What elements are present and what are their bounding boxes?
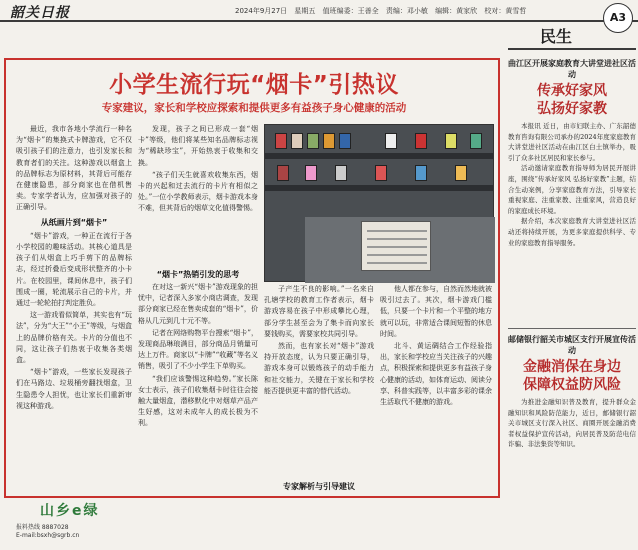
story-headline: 弘扬好家教 bbox=[537, 101, 607, 117]
photo-card bbox=[335, 165, 347, 181]
article-photo bbox=[264, 124, 494, 282]
story-headline: 传承好家风 bbox=[537, 83, 607, 99]
paragraph: 这一游戏看似简单，其实也有“玩法”，分为“大王”“小王”等级，与烟盒上的品牌价格有关。卡片的分值也不同，这让孩子们热衷于收集各类烟盒。 bbox=[16, 311, 132, 365]
issue-meta bbox=[235, 6, 531, 16]
paragraph: 最近，我市各地小学流行一种名为“烟卡”的集换式卡牌游戏，它不仅吸引孩子们的注意力，也引发家长和教育者们的关注。这种游戏以烟盒上的品牌标志为原材料，其背后可能存在健康隐患，部分商家也在借机售卖。专家学者认为，应加强对孩子的正确引导。 bbox=[16, 125, 132, 212]
paragraph: 子产生不良的影响。”一名来自孔塘学校的教育工作者表示，烟卡游戏容易在孩子中形成攀比心理，部分学生甚至会为了集卡而向家长要钱购买，需要家校共同引导。 bbox=[264, 285, 374, 338]
article-subhead: 专家建议，家长和学校应探索和提供更多有益孩子身心健康的活动 bbox=[101, 102, 407, 114]
masthead bbox=[0, 0, 638, 22]
article-column-3 bbox=[264, 284, 374, 492]
section-subtitle: “烟卡”热销引发的思考 bbox=[156, 270, 240, 279]
email-text: E-mail:bsxh@sgrb.cn bbox=[16, 532, 80, 539]
section-title: 民生 bbox=[540, 27, 573, 46]
photo-card bbox=[277, 165, 289, 181]
paragraph: 活动邀请家庭教育指导师为居民开展讲座，围绕“传承好家风 弘扬好家教”主题，结合生动案例，分享家庭教育方法，引导家长重视家庭、注重家教、注重家风，营造良好的家庭成长环境。 bbox=[508, 164, 636, 215]
hotline-box bbox=[16, 500, 132, 550]
section-subtitle: 专家解析与引导建议 bbox=[283, 482, 355, 491]
photo-card bbox=[307, 133, 319, 149]
paragraph: 他人都在参与，自然而然地就被吸引过去了。其次，烟卡游戏门槛低，只要一个卡片和一个平整的地方就可以玩，非常适合课间短暂的休息时间。 bbox=[380, 285, 492, 338]
page-number: A3 bbox=[603, 3, 633, 33]
right-story-1 bbox=[508, 58, 636, 331]
paragraph: “烟卡”游戏，一种正在流行于各小学校园的趣味活动。其核心道具是孩子们从烟盒上巧手剪下的品牌标志，经过折叠后变成形状整齐的小卡片。在校园里，课间休息中，孩子们围成一圈，轮流展示自己的卡片，并通过一轮轮拍打判定胜负。 bbox=[16, 231, 132, 308]
story-headline: 保障权益防风险 bbox=[523, 377, 621, 393]
paragraph: “孩子们天生就喜欢收集东西，烟卡的兴起和过去流行的卡片有相似之处。”一位小学教师表示，烟卡游戏本身不难，但其背后的烟草文化值得警惕。 bbox=[138, 170, 258, 213]
issue-date: 2024年9月27日 bbox=[235, 7, 288, 15]
feature-article bbox=[4, 58, 500, 539]
article-headline: 小学生流行玩“烟卡”引热议 bbox=[109, 72, 399, 98]
paragraph: 在对这一新兴“烟卡”游戏现象的担忧中，记者深入多家小商店调查，发现部分商家已经在售卖成套的“烟卡”，价格从几元到几十元不等。 bbox=[138, 283, 258, 325]
photo-card bbox=[291, 133, 303, 149]
paragraph: 北斗、黄运碉结合工作经验指出，家长和学校应当关注孩子的兴趣点，积极探索和提供更多有益孩子身心健康的活动，如体育运动、阅读分享、科普实践等，以丰富多彩的课余生活取代不健康的游戏。 bbox=[380, 342, 492, 407]
article-column-2 bbox=[138, 124, 258, 264]
newspaper-logo: 韶关日报 bbox=[10, 5, 70, 21]
photo-card bbox=[415, 165, 427, 181]
paragraph: 然而，也有家长对“烟卡”游戏持开放态度，认为只要正确引导，游戏本身可以锻炼孩子的动手能力和社交能力，关键在于家长和学校能否提供更丰富的替代活动。 bbox=[264, 342, 374, 395]
paragraph: “烟卡”游戏，一些家长发现孩子们在马路边、垃圾桶旁翻找烟盒，卫生隐患令人担忧，也让家长们重新审视这种游戏。 bbox=[16, 368, 132, 410]
photo-card bbox=[415, 133, 427, 149]
right-story-2 bbox=[508, 334, 636, 483]
story-body bbox=[508, 121, 636, 331]
photo-card bbox=[375, 165, 387, 181]
duty-editor: 值班编委：王善全 bbox=[322, 7, 379, 15]
photo-card bbox=[445, 133, 457, 149]
photo-card bbox=[339, 133, 351, 149]
photo-card bbox=[275, 133, 287, 149]
photo-card bbox=[470, 133, 482, 149]
hotline-text: 报料热线 8887028 bbox=[16, 524, 69, 531]
story-kicker: 邮储银行韶关市城区支行开展宣传活动 bbox=[508, 335, 636, 355]
paragraph: “我们应该警惕这种趋势。”家长陈女士表示，孩子们收集烟卡时往往会接触大量烟盒，潜移默化中对烟草产品产生好感，这对未成年人的成长极为不利。 bbox=[138, 374, 258, 428]
paragraph: 记者在网络购物平台搜索“烟卡”，发现商品琳琅满目，部分商品月销量可达上万件。商家以“卡牌”“收藏”等名义销售，吸引了不少小学生下单购买。 bbox=[138, 328, 258, 371]
section-editor: 责编：邓小敏 bbox=[385, 7, 428, 15]
brand-logo: 山乡e绿 bbox=[40, 503, 100, 519]
photo-shelf bbox=[265, 153, 493, 159]
layout-editor: 编辑：黄家欣 bbox=[435, 7, 478, 15]
story-body bbox=[508, 397, 636, 483]
proofreader: 校对：黄雪哲 bbox=[484, 7, 527, 15]
story-headline: 金融消保在身边 bbox=[523, 359, 621, 375]
section-rule bbox=[508, 48, 636, 50]
article-column-4 bbox=[380, 284, 492, 492]
paragraph: 发现，孩子之间已形成一套“烟卡”等级，他们将某些知名品牌标志视为“稀缺珍宝”，开始热衷于收集和交换。 bbox=[138, 125, 258, 167]
section-subtitle: 从纸画片到“烟卡” bbox=[40, 217, 108, 227]
paragraph: 据介绍，本次家庭教育大讲堂进社区活动还将持续开展，为更多家庭提供科学、专业的家庭教育指导服务。 bbox=[508, 217, 636, 247]
paragraph: 为推进金融知识普及教育，提升群众金融知识和风险防范能力，近日，邮储银行韶关市城区支行深入社区、商圈开展金融消费者权益保护宣传活动，向居民普及防范电信诈骗、非法集资等知识。 bbox=[508, 398, 636, 449]
paragraph: 本报讯 近日，由市妇联主办、广东韶德教育咨询有限公司承办的2024年度家庭教育大讲堂进社区活动在曲江区白土镇举办，吸引了众多社区居民和家长参与。 bbox=[508, 122, 636, 162]
photo-card bbox=[385, 133, 397, 149]
photo-shelf bbox=[265, 185, 493, 191]
article-column-1 bbox=[16, 124, 132, 450]
photo-card bbox=[455, 165, 467, 181]
article-column-2b bbox=[138, 282, 258, 492]
photo-card-box bbox=[361, 221, 431, 271]
photo-card bbox=[305, 165, 317, 181]
subtitle-wrap bbox=[138, 266, 258, 283]
issue-weekday: 星期五 bbox=[294, 7, 316, 15]
story-kicker: 曲江区开展家庭教育大讲堂进社区活动 bbox=[508, 59, 636, 79]
story-divider bbox=[508, 328, 636, 329]
photo-card bbox=[323, 133, 335, 149]
